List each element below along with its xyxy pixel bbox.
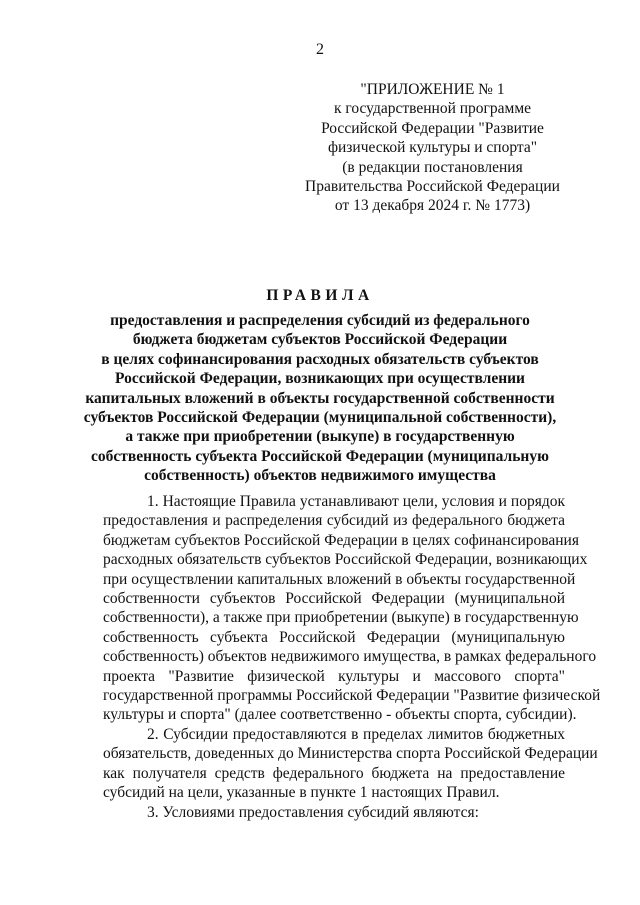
document-title: ПРАВИЛА (266, 287, 374, 304)
paragraph-line: собственности), а также при приобретении (выкупе) в государственную (103, 609, 579, 627)
subtitle-line: в целях софинансирования расходных обязательств субъектов (101, 350, 539, 368)
subtitle-line: бюджета бюджетам субъектов Российской Федерации (132, 331, 508, 349)
paragraph-line: субсидий на цели, указанные в пункте 1 настоящих Правил. (103, 784, 500, 802)
paragraph-line: собственность) объектов недвижимого имущества, в рамках федерального (103, 648, 597, 666)
paragraph-line: расходных обязательств субъектов Российской Федерации, возникающих (103, 551, 588, 569)
paragraph-line: культуры и спорта" (далее соответственно - объекты спорта, субсидии). (103, 706, 577, 724)
appendix-line: Российской Федерации "Развитие (321, 119, 544, 137)
appendix-line: "ПРИЛОЖЕНИЕ № 1 (360, 81, 505, 98)
paragraph-line: государственной программы Российской Федерации "Развитие физической (103, 687, 601, 705)
document-body (103, 492, 601, 822)
paragraph-line: как получателя средств федерального бюджета на предоставление (103, 764, 565, 782)
subtitle-line: Российской Федерации, возникающих при осуществлении (115, 370, 525, 388)
subtitle-line: а также при приобретении (выкупе) в государственную (125, 428, 515, 446)
appendix-line: физической культуры и спорта" (327, 139, 538, 157)
paragraph-2 (103, 725, 598, 803)
subtitle-line: собственность субъекта Российской Федерации (муниципальную (91, 447, 549, 465)
appendix-line: к государственной программе (333, 100, 532, 118)
paragraph-line: собственности субъектов Российской Федерации (муниципальной (103, 590, 565, 608)
paragraph-line: бюджетам субъектов Российской Федерации в целях софинансирования (103, 531, 579, 549)
appendix-line: от 13 декабря 2024 г. № 1773) (334, 197, 531, 215)
subtitle-line: субъектов Российской Федерации (муниципальной собственности), (83, 409, 557, 427)
paragraph-3 (103, 803, 565, 822)
subtitle-line: собственность) объектов недвижимого имущества (144, 467, 496, 485)
paragraph-line: 3. Условиями предоставления субсидий являются: (147, 803, 479, 821)
appendix-header (300, 80, 565, 216)
appendix-line: (в редакции постановления (342, 158, 523, 176)
paragraph-line: 1. Настоящие Правила устанавливают цели, условия и порядок (147, 493, 565, 510)
page-number: 2 (316, 41, 324, 58)
subtitle-line: капитальных вложений в объекты государственной собственности (85, 389, 555, 407)
paragraph-line: собственность субъекта Российской Федерации (муниципальную (103, 628, 565, 646)
paragraph-line: 2. Субсидии предоставляются в пределах лимитов бюджетных (147, 725, 565, 743)
paragraph-line: проекта "Развитие физической культуры и массового спорта" (103, 667, 565, 685)
paragraph-1 (103, 492, 601, 725)
appendix-line: Правительства Российской Федерации (305, 178, 560, 196)
paragraph-line: при осуществлении капитальных вложений в объекты государственной (103, 570, 576, 588)
subtitle-line: предоставления и распределения субсидий из федерального (110, 312, 530, 329)
paragraph-line: обязательств, доведенных до Министерства спорта Российской Федерации (103, 745, 598, 763)
paragraph-line: предоставления и распределения субсидий из федерального бюджета (103, 512, 565, 530)
document-subtitle (80, 311, 560, 486)
